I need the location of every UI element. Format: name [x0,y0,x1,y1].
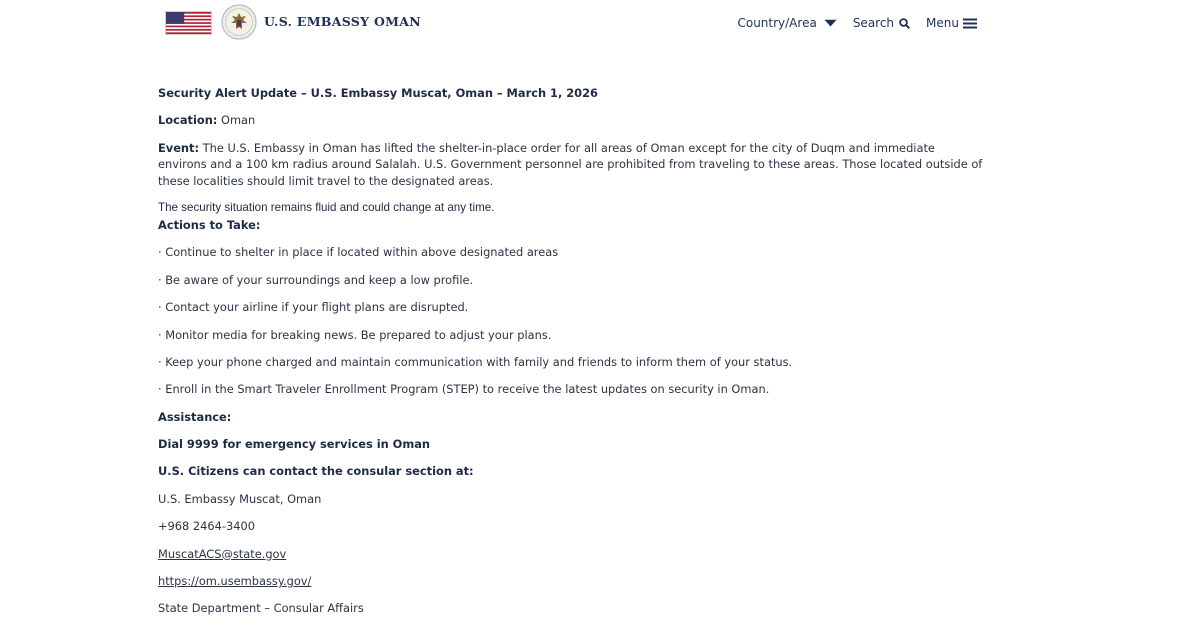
state-department-line: State Department – Consular Affairs [158,601,364,616]
action-item: · Enroll in the Smart Traveler Enrollment Program (STEP) to receive the latest updates on security in Oman. [158,382,770,397]
embassy-phone: +968 2464-3400 [158,519,255,534]
location-line [158,112,983,129]
location-label: Location: [158,113,218,128]
email-link[interactable]: MuscatACS@state.gov [158,546,287,561]
emergency-line: Dial 9999 for emergency services in Oman [158,437,431,452]
action-item: · Be aware of your surroundings and keep a low profile. [158,272,474,287]
site-brand-title[interactable]: U.S. EMBASSY OMAN [264,14,422,29]
search-icon [899,18,910,29]
menu-button[interactable] [926,16,977,30]
alert-title: Security Alert Update – U.S. Embassy Muscat, Oman – March 1, 2026 [158,86,598,100]
country-area-dropdown[interactable] [737,16,836,30]
actions-heading: Actions to Take: [158,217,261,232]
action-item: · Continue to shelter in place if located within above designated areas [158,245,559,260]
location-value: Oman [221,113,256,128]
event-label: Event: [158,140,200,155]
website-link[interactable]: https://om.usembassy.gov/ [158,574,312,589]
assistance-heading: Assistance: [158,409,232,424]
country-area-label: Country/Area [737,16,817,30]
us-flag-icon[interactable] [165,11,212,35]
header-nav [737,16,977,30]
embassy-name: U.S. Embassy Muscat, Oman [158,491,322,506]
situation-text: The security situation remains fluid and could change at any time. [158,201,495,215]
consular-heading: U.S. Citizens can contact the consular section at: [158,464,474,479]
caret-down-icon [824,19,837,27]
event-text: The U.S. Embassy in Oman has lifted the shelter-in-place order for all areas of Oman except for the city of Duqm and immediate environs and a 100 km radius around Salalah. U.S. Government personnel are prohibited from traveling to these areas. Those located outside of these localities should limit travel to the designated areas. [158,140,983,188]
search-label: Search [852,16,895,30]
site-header [0,0,1200,50]
event-paragraph [158,140,983,190]
action-item: · Contact your airline if your flight plans are disrupted. [158,300,469,315]
alert-article [158,85,983,628]
action-item: · Monitor media for breaking news. Be prepared to adjust your plans. [158,327,552,342]
search-button[interactable] [853,16,910,30]
menu-label: Menu [926,16,959,30]
embassy-seal-icon[interactable] [221,4,257,40]
action-item: · Keep your phone charged and maintain communication with family and friends to inform them of your status. [158,354,793,369]
hamburger-menu-icon [963,18,977,29]
